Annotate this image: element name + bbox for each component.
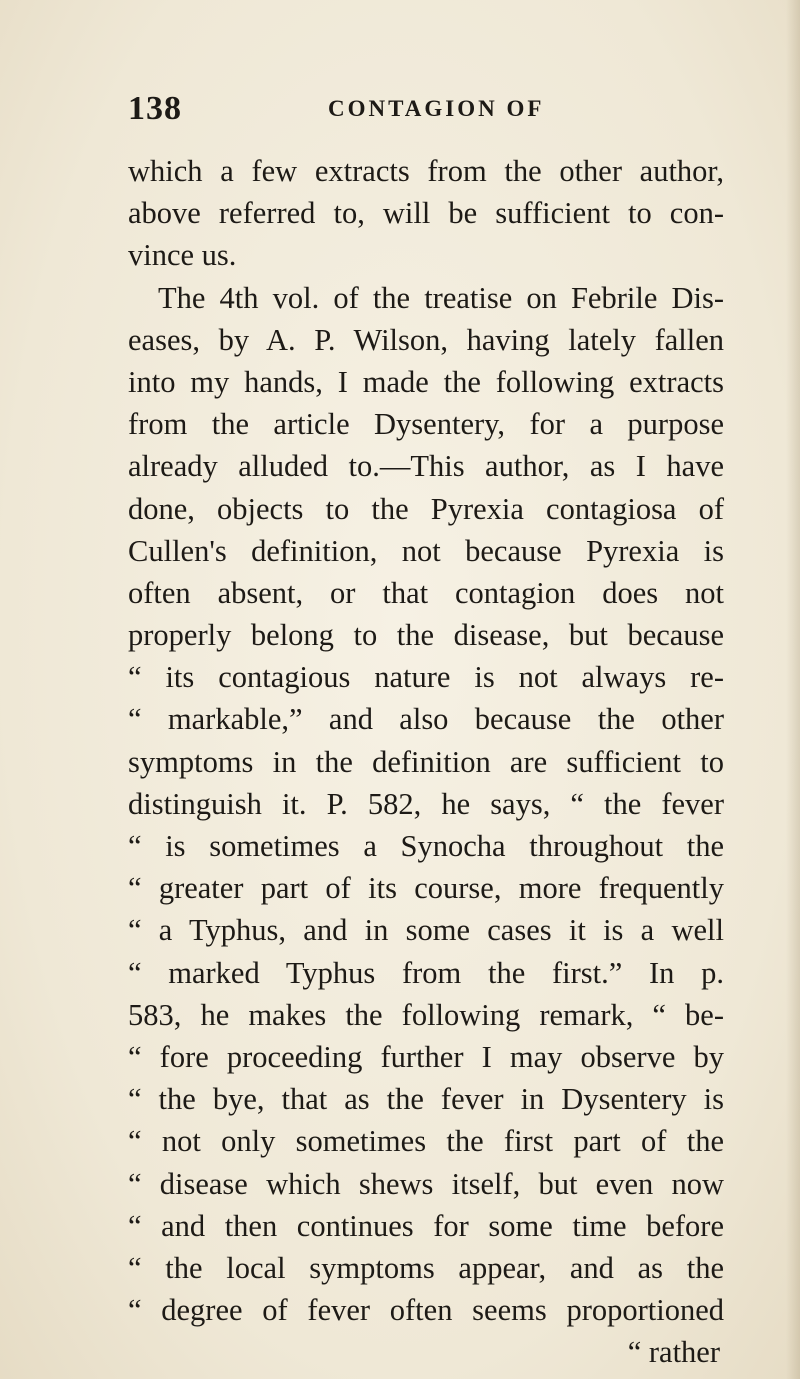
page-header	[128, 90, 708, 140]
text-line: “ the bye, that as the fever in Dysentery is	[128, 1082, 724, 1117]
text-line: already alluded to.—This author, as I have	[128, 449, 724, 484]
catchword: “ rather	[627, 1335, 720, 1370]
text-line: done, objects to the Pyrexia contagiosa of	[128, 491, 724, 526]
text-line: eases, by A. P. Wilson, having lately fallen	[128, 322, 724, 357]
text-line: “ marked Typhus from the first.” In p.	[128, 955, 724, 990]
text-line: “ disease which shews itself, but even now	[128, 1166, 724, 1201]
text-line: “ a Typhus, and in some cases it is a well	[128, 913, 724, 948]
text-line: which a few extracts from the other author,	[128, 154, 724, 188]
text-line: “ its contagious nature is not always re-	[128, 660, 724, 695]
body-text	[128, 150, 724, 1373]
text-line: “ fore proceeding further I may observe by	[128, 1039, 724, 1074]
running-title: CONTAGION OF	[328, 96, 545, 121]
text-line: “ is sometimes a Synocha throughout the	[128, 829, 724, 863]
text-line: often absent, or that contagion does not	[128, 575, 724, 610]
page-number: 138	[128, 90, 182, 127]
text-line: “ degree of fever often seems proportioned	[128, 1293, 724, 1328]
text-line: Cullen's definition, not because Pyrexia is	[128, 533, 724, 568]
text-line: above referred to, will be sufficient to con-	[128, 196, 724, 231]
text-line: “ markable,” and also because the other	[128, 702, 724, 737]
text-line: “ the local symptoms appear, and as the	[128, 1250, 724, 1285]
text-line: from the article Dysentery, for a purpose	[128, 407, 724, 442]
text-line: The 4th vol. of the treatise on Febrile Dis-	[158, 280, 724, 315]
text-line: “ greater part of its course, more frequently	[128, 871, 724, 906]
text-line: distinguish it. P. 582, he says, “ the fever	[128, 786, 724, 821]
text-line: vince us.	[128, 238, 237, 273]
text-line: “ not only sometimes the first part of the	[128, 1124, 724, 1159]
text-line: into my hands, I made the following extracts	[128, 364, 724, 399]
text-line: symptoms in the definition are sufficient to	[128, 744, 724, 779]
text-line: 583, he makes the following remark, “ be-	[128, 997, 724, 1032]
page-edge-shadow	[786, 0, 800, 1379]
text-line: properly belong to the disease, but because	[128, 618, 724, 653]
text-line: “ and then continues for some time before	[128, 1208, 724, 1243]
